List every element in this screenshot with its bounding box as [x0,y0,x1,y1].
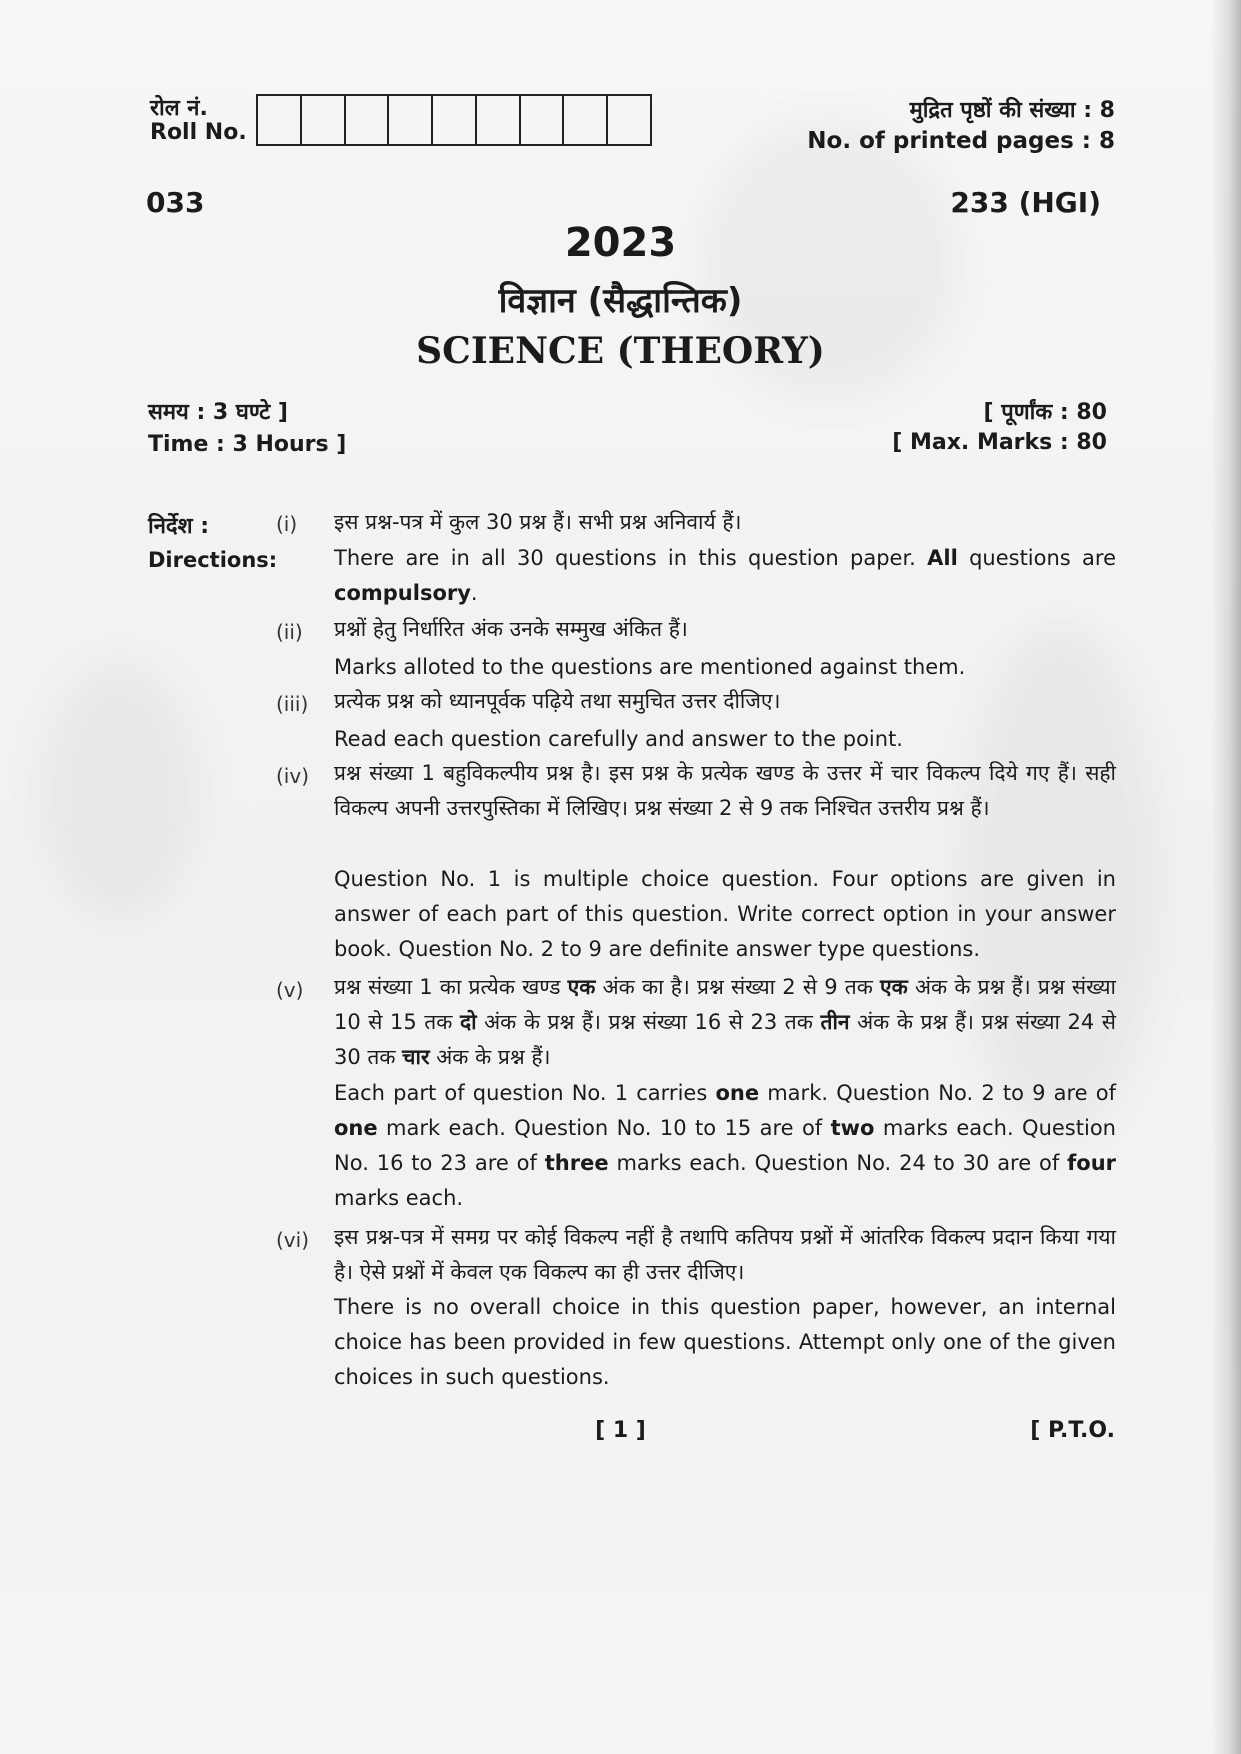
roll-number-cell[interactable] [521,96,565,144]
subject-title-hindi: विज्ञान (सैद्धान्तिक) [498,281,743,321]
printed-pages: No. of printed pages : 8 [807,128,1115,154]
direction-3-hindi: प्रत्येक प्रश्न को ध्यानपूर्वक पढ़िये तथा समुचित उत्तर दीजिए। [334,689,781,713]
time-hindi: समय : 3 घण्टे ] [148,400,288,425]
direction-number: (iv) [276,764,309,788]
roll-number-label-hindi: रोल नं. [150,96,208,121]
direction-2-hindi: प्रश्नों हेतु निर्धारित अंक उनके सम्मुख अंकित हैं। [334,617,688,641]
roll-number-label: Roll No. [150,120,247,145]
direction-number: (i) [276,512,298,536]
direction-number: (vi) [276,1228,309,1252]
directions-label-hindi: निर्देश : [148,514,210,539]
direction-1-english: There are in all 30 questions in this question paper. All questions are compulsory. [334,546,1116,605]
paper-code: 233 (HGI) [950,186,1101,219]
direction-5-hindi: प्रश्न संख्या 1 का प्रत्येक खण्ड एक अंक का है। प्रश्न संख्या 2 से 9 तक एक अंक के प्रश्न हैं। प्रश्न संख्या 10 से 15 तक दो अंक के प्रश्न हैं। प्रश्न संख्या 16 से 23 तक तीन अंक के प्रश्न हैं। प्रश्न संख्या 24 से 30 तक चार अंक के प्रश्न हैं। [334,975,1116,1069]
subject-code: 033 [146,186,205,219]
direction-5-english: Each part of question No. 1 carries one mark. Question No. 2 to 9 are of one mark each. Question No. 10 to 15 are of two marks each. Question No. 16 to 23 are of three marks each. Question No. 24 to 30 are of four marks each. [334,1081,1116,1210]
direction-number: (ii) [276,620,303,644]
direction-4-hindi: प्रश्न संख्या 1 बहुविकल्पीय प्रश्न है। इस प्रश्न के प्रत्येक खण्ड के उत्तर में चार विकल्प दिये गए हैं। सही विकल्प अपनी उत्तरपुस्तिका में लिखिए। प्रश्न संख्या 2 से 9 तक निश्चित उत्तरीय प्रश्न हैं। [334,761,1116,820]
direction-4-english: Question No. 1 is multiple choice question. Four options are given in answer of each part of this question. Write correct option in your answer book. Question No. 2 to 9 are definite answer type questions. [334,867,1116,961]
max-marks: [ Max. Marks : 80 [892,430,1107,455]
roll-number-cell[interactable] [389,96,433,144]
direction-2-english: Marks alloted to the questions are mentioned against them. [334,655,966,679]
direction-number: (v) [276,978,304,1002]
subject-title: SCIENCE (THEORY) [416,330,825,372]
roll-number-cell[interactable] [564,96,608,144]
direction-6-english: There is no overall choice in this question paper, however, an internal choice has been provided in few questions. Attempt only one of the given choices in such questions. [334,1295,1116,1389]
printed-pages-hindi: मुद्रित पृष्ठों की संख्या : 8 [909,98,1115,123]
roll-number-boxes[interactable] [256,94,652,146]
max-marks-hindi: [ पूर्णांक : 80 [983,400,1107,425]
roll-number-cell[interactable] [433,96,477,144]
direction-3-english: Read each question carefully and answer to the point. [334,727,903,751]
please-turn-over: [ P.T.O. [1030,1418,1115,1443]
exam-year: 2023 [564,220,677,266]
roll-number-cell[interactable] [302,96,346,144]
roll-number-cell[interactable] [477,96,521,144]
direction-1-hindi: इस प्रश्न-पत्र में कुल 30 प्रश्न हैं। सभी प्रश्न अनिवार्य हैं। [334,510,742,534]
roll-number-cell[interactable] [608,96,650,144]
time-allowed: Time : 3 Hours ] [148,432,347,457]
page-number: [ 1 ] [595,1418,646,1443]
direction-number: (iii) [276,692,309,716]
roll-number-cell[interactable] [258,96,302,144]
directions-label: Directions: [148,548,278,572]
roll-number-cell[interactable] [346,96,390,144]
bleed-through-smudge [40,660,200,920]
direction-6-hindi: इस प्रश्न-पत्र में समग्र पर कोई विकल्प नहीं है तथापि कतिपय प्रश्नों में आंतरिक विकल्प प्रदान किया गया है। ऐसे प्रश्नों में केवल एक विकल्प का ही उत्तर दीजिए। [334,1225,1116,1284]
